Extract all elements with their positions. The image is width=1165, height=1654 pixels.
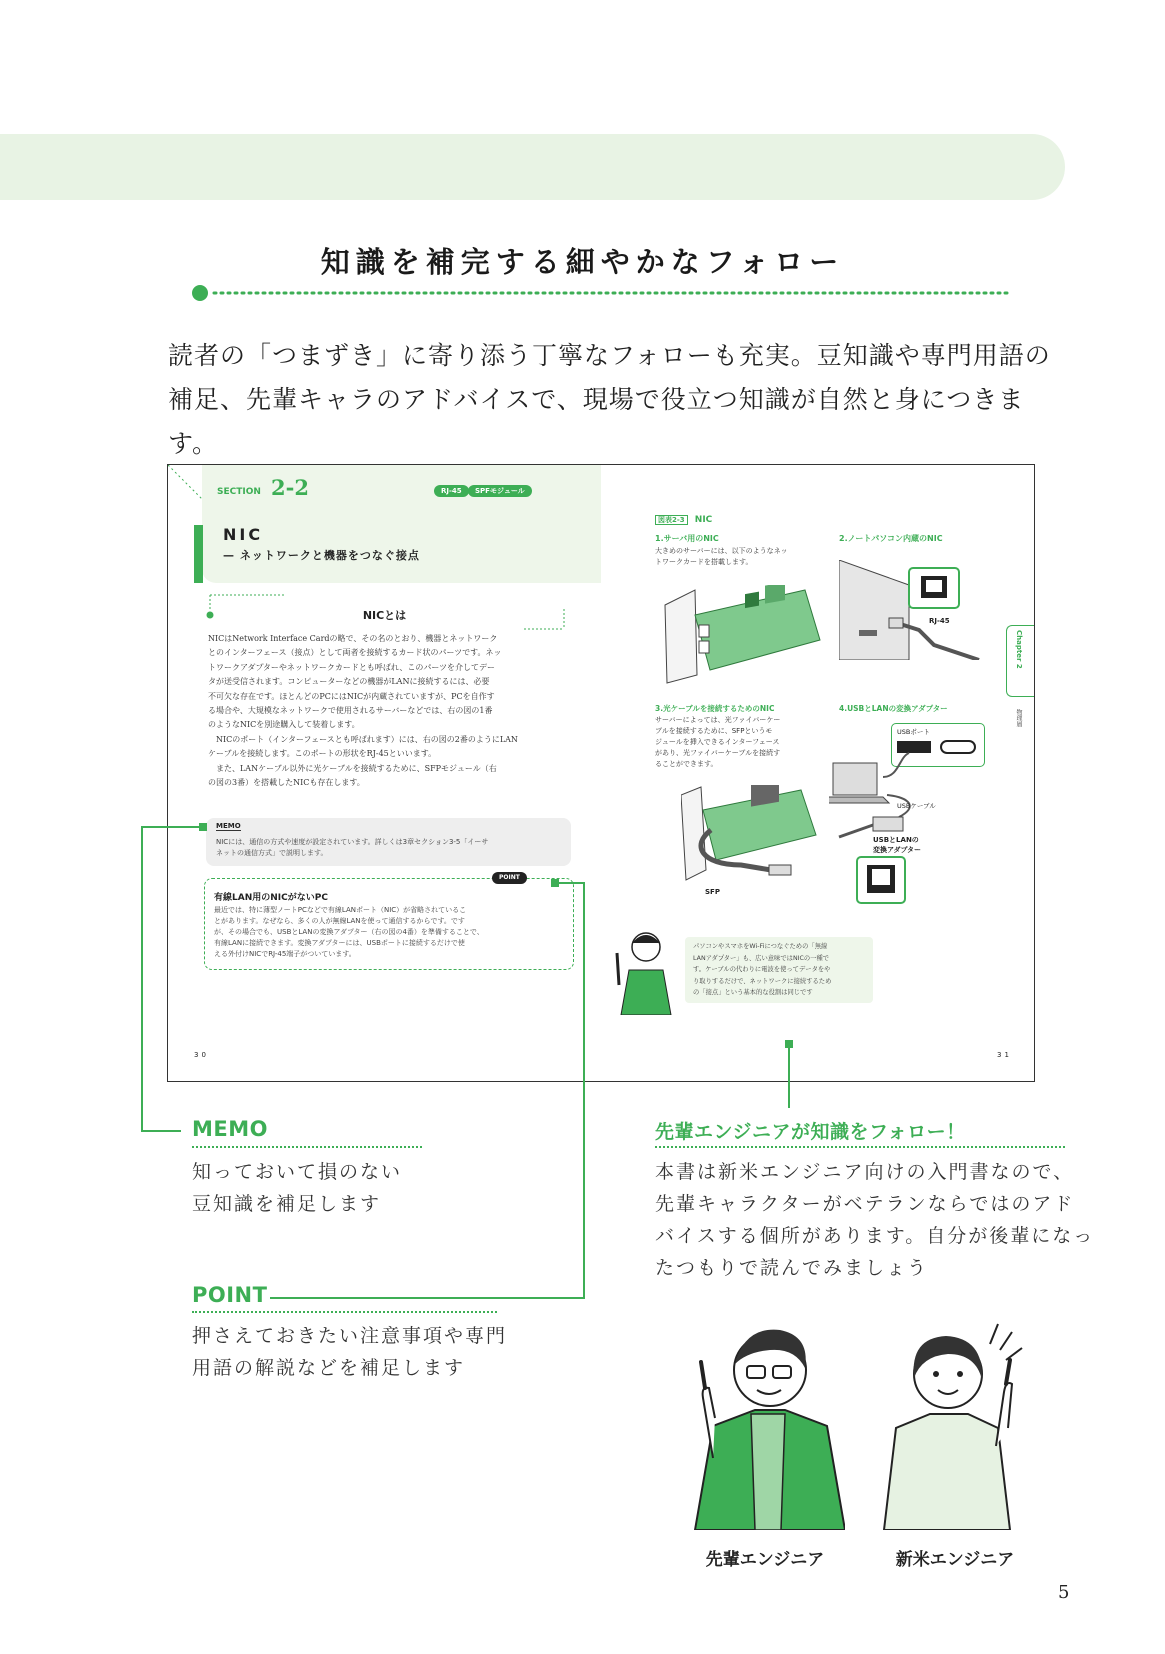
senior-connector-node <box>785 1040 793 1048</box>
body-line: る場合や、大規模なネットワークで使用されるサーバーなどでは、右の図の1番 <box>208 706 493 716</box>
chapter-tab <box>1006 625 1035 697</box>
laptop-nic-illustration <box>839 560 989 660</box>
body-line: ケーブルを接続します。このポートの形状をRJ-45といいます。 <box>208 749 437 759</box>
page-number: 5 <box>1058 1582 1070 1603</box>
memo-box-label: MEMO <box>216 822 241 830</box>
body-text <box>208 632 558 790</box>
adapter-label-line: USBとLANの <box>873 836 919 844</box>
intro-text <box>168 334 1068 466</box>
item3-line: ジュールを挿入できるインターフェース <box>655 738 780 746</box>
book-spread-sample <box>167 464 1035 1082</box>
server-nic-illustration <box>655 585 825 685</box>
junior-engineer-illustration <box>880 1318 1030 1530</box>
memo-line: NICには、通信の方式や速度が設定されています。詳しくは3章セクション3-5「イーサ <box>216 838 489 846</box>
point-line: とがあります。なぜなら、多くの人が無線LANを使って通信するからです。です <box>214 917 465 925</box>
point-callout-underline <box>192 1311 497 1313</box>
memo-callout-line: 豆知識を補足します <box>192 1193 382 1215</box>
item1-line: トワークカードを搭載します。 <box>655 558 753 566</box>
right-page <box>601 465 1034 1081</box>
item4-title: 4.USBとLANの変換アダプター <box>839 704 948 713</box>
memo-connector <box>141 826 143 1132</box>
figure-label: 図表2-3 <box>655 515 688 525</box>
section-title: NIC <box>223 525 264 544</box>
item1-line: 大きめのサーバーには、以下のようなネッ <box>655 547 788 555</box>
senior-callout-line: バイスする個所があります。自分が後輩になっ <box>655 1225 1095 1247</box>
memo-callout-line: 知っておいて損のない <box>192 1161 403 1183</box>
item1-text <box>655 546 825 568</box>
point-box-text <box>214 905 564 960</box>
item3-title: 3.光ケーブルを接続するためのNIC <box>655 704 775 713</box>
senior-callout-line: たつもりで読んでみましょう <box>655 1257 929 1279</box>
section-title-panel <box>202 465 601 583</box>
chapter-side-label: 物理層 <box>1015 709 1022 727</box>
section-number: 2-2 <box>271 475 309 500</box>
advice-line: パソコンやスマホをWi-Fiにつなぐための「無線 <box>693 943 828 950</box>
point-callout-text <box>192 1320 507 1384</box>
point-badge: POINT <box>492 872 527 884</box>
body-line: 不可欠な存在です。ほとんどのPCにはNICが内蔵されていますが、PCを自作す <box>208 691 495 701</box>
memo-callout-label: MEMO <box>192 1117 268 1141</box>
point-callout-label: POINT <box>192 1283 268 1307</box>
point-line: える外付けNICでRJ-45端子がついています。 <box>214 950 356 958</box>
usb-adapter-illustration <box>829 737 999 917</box>
junior-engineer-caption: 新米エンジニア <box>895 1550 1015 1570</box>
title-accent-bar <box>194 525 203 583</box>
point-line: 最近では、特に薄型ノートPCなどで有線LANポート（NIC）が省略されているこ <box>214 906 467 914</box>
item3-line: ることができます。 <box>655 760 718 768</box>
usb-port-label: USBポート <box>897 728 930 736</box>
item2-label: RJ-45 <box>929 617 950 625</box>
memo-connector <box>141 826 205 828</box>
body-line: の図の3番）を搭載したNICも存在します。 <box>208 778 365 788</box>
advice-text <box>693 941 871 999</box>
adapter-label-line: 変換アダプター <box>873 846 922 854</box>
chapter-tab-label: Chapter 2 <box>1015 630 1023 669</box>
point-connector <box>555 882 585 884</box>
left-page <box>168 465 601 1081</box>
item3-text <box>655 715 825 770</box>
header-banner <box>0 134 1065 200</box>
body-line: とのインターフェース（接点）として両者を接続するカード状のパーツです。ネッ <box>208 648 502 658</box>
section-label: SECTION <box>217 487 261 497</box>
section-subtitle: — ネットワークと機器をつなぐ接点 <box>223 549 420 562</box>
advice-line: す。ケーブルの代わりに電波を使ってデータをや <box>693 966 831 973</box>
senior-engineer-caption: 先輩エンジニア <box>705 1550 825 1570</box>
senior-connector <box>788 1044 790 1108</box>
tag-rj45: RJ-45 <box>434 485 469 497</box>
tag-sfp: SPFモジュール <box>468 485 532 497</box>
page-heading: 知識を補完する細やかなフォロー <box>320 245 845 279</box>
point-connector <box>583 882 585 1298</box>
body-line: のようなNICを別途購入して装着します。 <box>208 720 360 730</box>
memo-callout-text <box>192 1156 402 1220</box>
advice-line: LANアダプター」も、広い意味ではNICの一種で <box>693 954 830 962</box>
point-line: が、その場合でも、USBとLANの変換アダプター（右の図の4番）を準備することで、 <box>214 928 484 936</box>
body-line: NICはNetwork Interface Cardの略で、その名のとおり、機器とネットワーク <box>208 634 498 643</box>
item3-label: SFP <box>705 888 720 896</box>
point-callout-line: 用語の解説などを補足します <box>192 1357 466 1379</box>
memo-callout-underline <box>192 1146 422 1148</box>
subheading-nic: NICとは <box>362 609 407 622</box>
usb-cable-label: USBケーブル <box>897 802 936 810</box>
advice-line: り取りするだけで、ネットワークに接続するため <box>693 977 832 985</box>
point-callout-line: 押さえておきたい注意事項や専門 <box>192 1325 508 1347</box>
senior-callout-line: 本書は新米エンジニア向けの入門書なので、 <box>655 1161 1075 1183</box>
figure-caption <box>655 515 712 525</box>
body-line: トワークアダプターやネットワークカードとも呼ばれ、このパーツを介してデー <box>208 662 496 672</box>
adapter-label <box>873 835 921 855</box>
point-line: 有線LANに接続できます。変換アダプターには、USBポートに接続するだけで使 <box>214 939 465 947</box>
memo-connector <box>141 1130 181 1132</box>
point-connector-node <box>551 879 559 887</box>
memo-connector-node <box>199 823 207 831</box>
senior-callout-underline <box>655 1146 1065 1148</box>
left-page-number: 30 <box>194 1051 209 1059</box>
intro-line-2: 補足、先輩キャラのアドバイスで、現場で役立つ知識が自然と身につきます。 <box>168 385 1025 458</box>
memo-box-text <box>216 837 561 859</box>
item3-line: ブルを接続するために、SFPというモ <box>655 727 773 735</box>
sfp-nic-illustration <box>681 785 821 885</box>
item2-title: 2.ノートパソコン内蔵のNIC <box>839 534 943 543</box>
senior-callout-text <box>655 1156 1094 1284</box>
senior-callout-line: 先輩キャラクターがベテランならではのアド <box>655 1193 1075 1215</box>
item3-line: があり、光ファイバーケーブルを接続す <box>655 749 781 757</box>
heading-divider <box>192 284 1012 302</box>
senior-engineer-illustration <box>685 1318 845 1530</box>
figure-title: NIC <box>694 515 713 525</box>
intro-line-1: 読者の「つまずき」に寄り添う丁寧なフォローも充実。豆知識や専門用語の <box>168 341 1051 370</box>
body-line: また、LANケーブル以外に光ケーブルを接続するために、SFPモジュール（右 <box>208 763 497 773</box>
senior-avatar-small <box>611 925 681 1015</box>
body-line: タが送受信されます。コンピューターなどの機器がLANに接続するには、必要 <box>208 677 490 687</box>
point-box-title: 有線LAN用のNICがないPC <box>214 893 328 903</box>
item1-title: 1.サーバ用のNIC <box>655 534 719 543</box>
body-line: NICのポート（インターフェースとも呼ばれます）には、右の図の2番のようにLAN <box>208 734 518 744</box>
point-connector <box>270 1297 585 1299</box>
senior-callout-label: 先輩エンジニアが知識をフォロー！ <box>655 1121 966 1143</box>
advice-line: の「接点」という基本的な役割は同じです <box>693 989 813 996</box>
memo-line: ネットの通信方式」で説明します。 <box>216 849 328 857</box>
item3-line: サーバーによっては、光ファイバーケー <box>655 716 781 724</box>
right-page-number: 31 <box>997 1051 1012 1059</box>
